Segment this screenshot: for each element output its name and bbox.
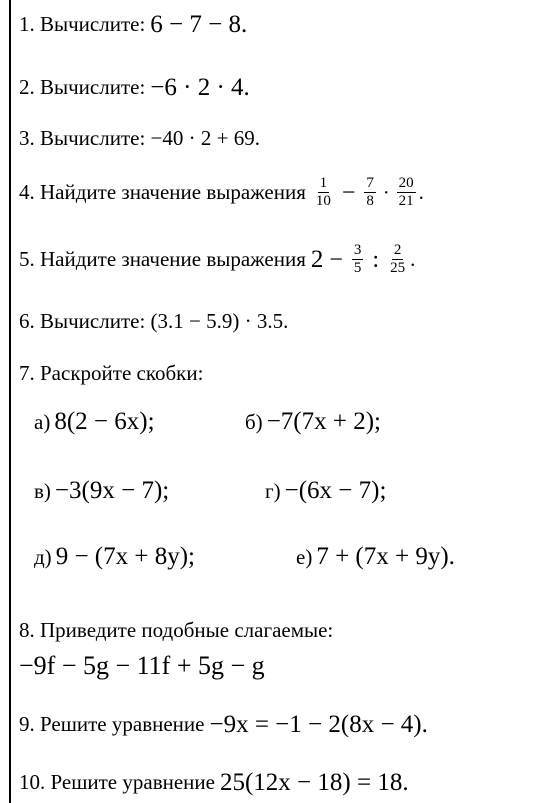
task-6 <box>19 311 288 332</box>
task-number: 4. <box>19 180 35 204</box>
operator: − <box>329 246 343 273</box>
period: . <box>418 180 424 204</box>
task-number: 6. <box>19 309 35 333</box>
operator: · <box>382 181 390 204</box>
item-label: в) <box>34 478 51 503</box>
task-number: 10. <box>19 770 46 794</box>
task-8-expression <box>19 653 265 679</box>
task-number: 8. <box>19 618 35 642</box>
task-expression: 2 <box>310 246 324 273</box>
task-8 <box>19 620 333 641</box>
task-4 <box>19 176 424 209</box>
task-text: Вычислите: <box>40 75 146 99</box>
task-text: Решите уравнение <box>50 770 215 794</box>
fraction: $\frac{3}{5}$ <box>353 242 362 276</box>
item-label: а) <box>34 409 51 434</box>
task-number: 7. <box>19 361 35 385</box>
task-expression: 6 − 7 − 8. <box>150 11 248 38</box>
task-7 <box>19 363 203 384</box>
task-7-item <box>296 543 455 571</box>
fraction: $\frac{7}{8}$ <box>366 175 374 209</box>
task-number: 3. <box>19 126 35 150</box>
item-expression: −(6x − 7); <box>284 477 387 504</box>
item-label: г) <box>265 478 281 503</box>
task-expression: −9x = −1 − 2(8x − 4). <box>209 711 428 738</box>
task-7-item <box>245 408 381 436</box>
item-expression: 7 + (7x + 9y). <box>316 543 455 570</box>
item-label: е) <box>296 544 313 569</box>
task-number: 1. <box>19 12 35 36</box>
task-text: Найдите значение выражения <box>40 247 306 271</box>
task-7-item <box>34 543 195 571</box>
task-7-item <box>265 477 386 505</box>
task-9 <box>19 712 428 737</box>
task-text: Найдите значение выражения <box>40 180 306 204</box>
task-5 <box>19 243 415 276</box>
task-number: 9. <box>19 712 35 736</box>
task-expression: 25(12x − 18) = 18. <box>219 769 409 796</box>
item-label: б) <box>245 409 263 434</box>
task-number: 2. <box>19 75 35 99</box>
fraction: $\frac{2}{25}$ <box>390 242 406 276</box>
item-expression: 8(2 − 6x); <box>54 408 155 435</box>
task-7-item <box>34 477 169 505</box>
margin-line <box>9 0 11 803</box>
task-text: Приведите подобные слагаемые: <box>40 618 334 642</box>
fraction: $\frac{1}{10}$ <box>315 175 331 209</box>
operator: : <box>372 246 380 273</box>
task-expression: −6 · 2 · 4. <box>150 74 250 101</box>
task-text: Решите уравнение <box>40 712 205 736</box>
period: . <box>410 247 416 271</box>
item-expression: 9 − (7x + 8y); <box>55 543 195 570</box>
task-text: Вычислите: <box>40 126 146 150</box>
task-text: Вычислите: <box>40 309 146 333</box>
item-label: д) <box>34 544 52 569</box>
operator: − <box>341 179 356 206</box>
task-text: Раскройте скобки: <box>40 361 204 385</box>
item-expression: −7(7x + 2); <box>266 408 381 435</box>
task-7-item <box>34 408 155 436</box>
task-3 <box>19 128 260 149</box>
fraction: $\frac{20}{21}$ <box>398 175 414 209</box>
task-2 <box>19 75 250 100</box>
task-text: Вычислите: <box>40 12 146 36</box>
item-expression: −3(9x − 7); <box>54 477 170 504</box>
task-10 <box>19 770 409 795</box>
task-expression: −9f − 5g − 11f + 5g − g <box>19 651 265 680</box>
task-1 <box>19 12 247 37</box>
task-expression: −40 · 2 + 69. <box>150 126 260 150</box>
task-expression: (3.1 − 5.9) · 3.5. <box>150 309 289 333</box>
task-number: 5. <box>19 247 35 271</box>
